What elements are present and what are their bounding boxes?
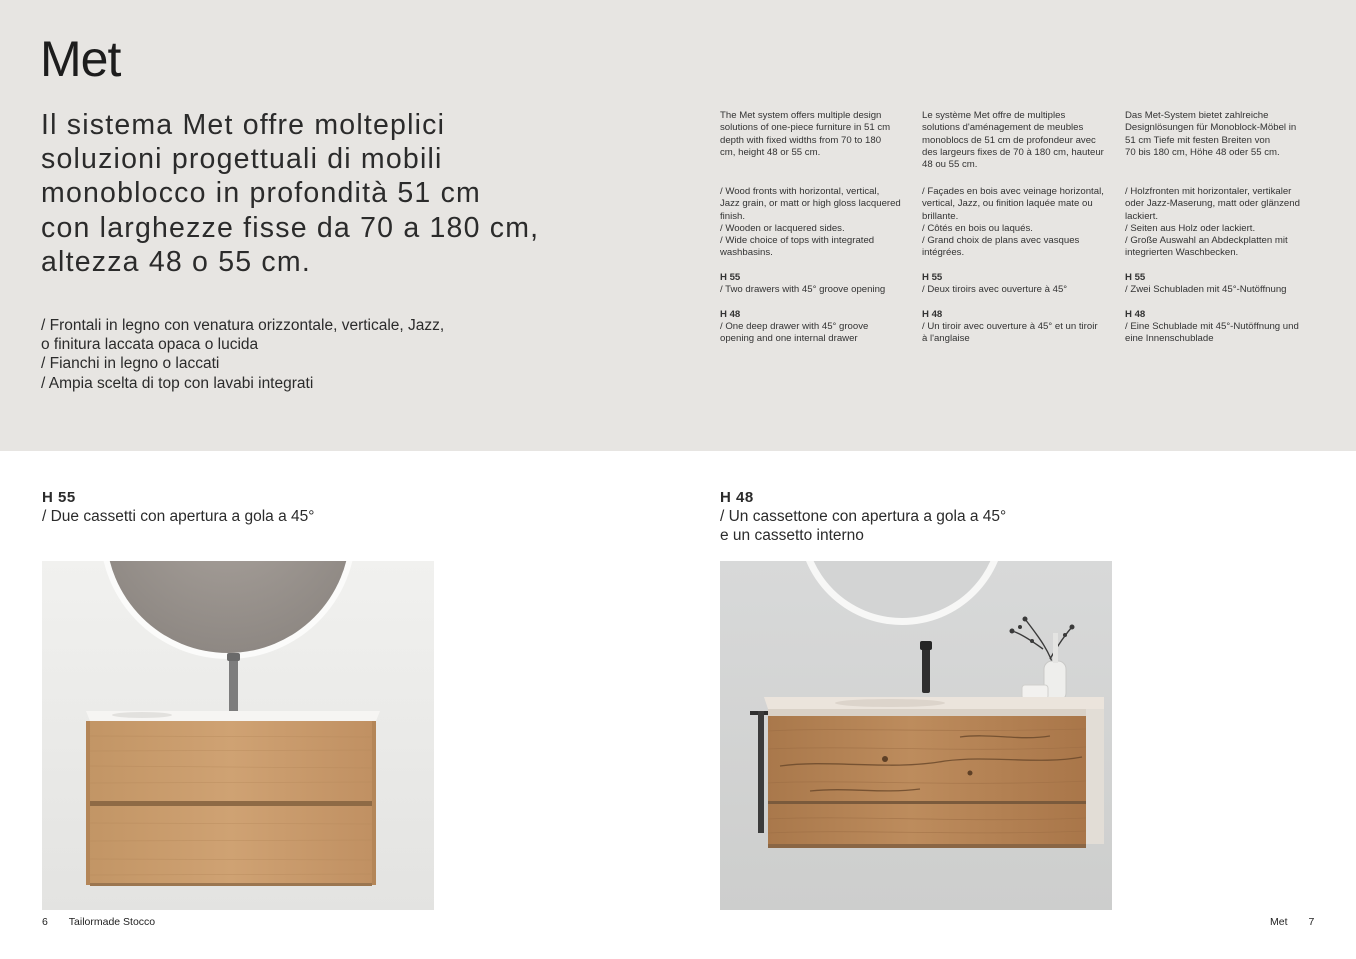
feature-list <box>41 316 561 393</box>
footer-right <box>1270 916 1314 928</box>
h48-block <box>1125 309 1321 346</box>
text-line: cm, height 48 or 55 cm. <box>720 146 821 158</box>
column-intro <box>720 110 916 186</box>
text-line: / Große Auswahl an Abdeckplatten mit <box>1125 235 1288 247</box>
h48-caption <box>720 488 1006 546</box>
footer-brand: Tailormade Stocco <box>68 916 156 928</box>
text-line: 51 cm Tiefe mit festen Breiten von <box>1125 134 1271 146</box>
h55-heading: H 55 <box>922 272 943 283</box>
text-line: / Côtés en bois ou laqués. <box>922 222 1033 234</box>
h48-heading: H 48 <box>922 308 943 320</box>
feature-line: o finitura laccata opaca o lucida <box>41 336 259 354</box>
vanity-illustration-h55 <box>42 561 434 910</box>
intro-line: altezza 48 o 55 cm. <box>41 245 311 278</box>
column-english <box>720 110 916 345</box>
text-line: Le système Met offre de multiples <box>922 110 1066 121</box>
text-line: / Wooden or lacquered sides. <box>720 222 845 234</box>
feature-line: / Fianchi in legno o laccati <box>41 355 220 373</box>
product-photo-h48 <box>720 561 1112 910</box>
text-line: Das Met-System bietet zahlreiche <box>1125 110 1269 121</box>
h48-block <box>922 309 1118 346</box>
intro-line: Il sistema Met offre molteplici <box>41 109 446 141</box>
h55-heading: H 55 <box>720 272 741 283</box>
text-line: finish. <box>720 210 746 222</box>
column-intro <box>1125 110 1321 186</box>
footer-left <box>42 916 155 928</box>
h48-heading: H 48 <box>720 308 741 320</box>
text-line: opening and one internal drawer <box>720 333 858 345</box>
caption-line: e un cassetto interno <box>720 527 864 545</box>
intro-line: con larghezze fisse da 70 a 180 cm, <box>41 211 540 244</box>
text-line: integrierten Waschbecken. <box>1125 247 1239 259</box>
caption-heading: H 55 <box>42 489 76 506</box>
text-line: / Grand choix de plans avec vasques <box>922 235 1080 247</box>
text-line: Jazz grain, or matt or high gloss lacquered <box>720 198 901 210</box>
text-line: depth with fixed widths from 70 to 180 <box>720 134 882 146</box>
caption-line: / Due cassetti con apertura a gola a 45° <box>42 508 315 526</box>
text-line: / Eine Schublade mit 45°-Nutöffnung und <box>1125 320 1299 332</box>
intro-line: monoblocco in profondità 51 cm <box>41 177 481 210</box>
text-line: des largeurs fixes de 70 à 180 cm, hauteur <box>922 146 1104 158</box>
product-photo-h55 <box>42 561 434 910</box>
column-features <box>720 186 916 272</box>
intro-text <box>41 108 601 279</box>
text-line: oder Jazz-Maserung, matt oder glänzend <box>1125 198 1300 210</box>
text-line: / Two drawers with 45° groove opening <box>720 284 886 296</box>
h55-block <box>922 272 1118 309</box>
caption-heading: H 48 <box>720 489 754 506</box>
h48-heading: H 48 <box>1125 308 1146 320</box>
text-line: lackiert. <box>1125 210 1159 222</box>
page-title: Met <box>40 31 121 87</box>
text-line: / Wide choice of tops with integrated <box>720 235 875 247</box>
text-line: solutions d'aménagement de meubles <box>922 122 1084 134</box>
h55-block <box>720 272 916 309</box>
intro-line: soluzioni progettuali di mobili <box>41 143 443 176</box>
text-line: washbasins. <box>720 247 773 259</box>
text-line: monoblocs de 51 cm de profondeur avec <box>922 134 1096 146</box>
text-line: brillante. <box>922 210 959 222</box>
text-line: solutions of one-piece furniture in 51 cm <box>720 122 891 134</box>
text-line: / Façades en bois avec veinage horizontal, <box>922 186 1104 197</box>
page-number-left: 6 <box>42 916 48 928</box>
text-line: intégrées. <box>922 247 965 259</box>
text-line: / Wood fronts with horizontal, vertical, <box>720 186 880 197</box>
text-line: / Un tiroir avec ouverture à 45° et un tiroir <box>922 320 1098 332</box>
text-line: / Deux tiroirs avec ouverture à 45° <box>922 284 1068 296</box>
text-line: / Holzfronten mit horizontaler, vertikaler <box>1125 186 1292 197</box>
text-line: eine Innenschublade <box>1125 333 1214 345</box>
footer-title: Met <box>1270 916 1288 928</box>
feature-line: / Frontali in legno con venatura orizzontale, verticale, Jazz, <box>41 317 445 334</box>
text-line: The Met system offers multiple design <box>720 110 882 121</box>
page-number-right: 7 <box>1308 916 1315 928</box>
column-features <box>922 186 1118 272</box>
h48-block <box>720 309 916 346</box>
text-line: Designlösungen für Monoblock-Möbel in <box>1125 122 1297 134</box>
column-french <box>922 110 1118 345</box>
column-intro <box>922 110 1118 186</box>
text-line: vertical, Jazz, ou finition laquée mate ou <box>922 198 1093 210</box>
text-line: à l'anglaise <box>922 333 970 345</box>
vanity-illustration-h48 <box>720 561 1112 910</box>
h55-block <box>1125 272 1321 309</box>
text-line: / Seiten aus Holz oder lackiert. <box>1125 222 1256 234</box>
text-line: 48 ou 55 cm. <box>922 159 978 171</box>
column-features <box>1125 186 1321 272</box>
text-line: / One deep drawer with 45° groove <box>720 320 869 332</box>
h55-heading: H 55 <box>1125 272 1146 283</box>
text-line: / Zwei Schubladen mit 45°-Nutöffnung <box>1125 284 1287 296</box>
column-german <box>1125 110 1321 345</box>
h55-caption <box>42 488 314 526</box>
feature-line: / Ampia scelta di top con lavabi integrati <box>41 374 314 392</box>
text-line: 70 bis 180 cm, Höhe 48 oder 55 cm. <box>1125 146 1280 158</box>
caption-line: / Un cassettone con apertura a gola a 45° <box>720 508 1007 526</box>
